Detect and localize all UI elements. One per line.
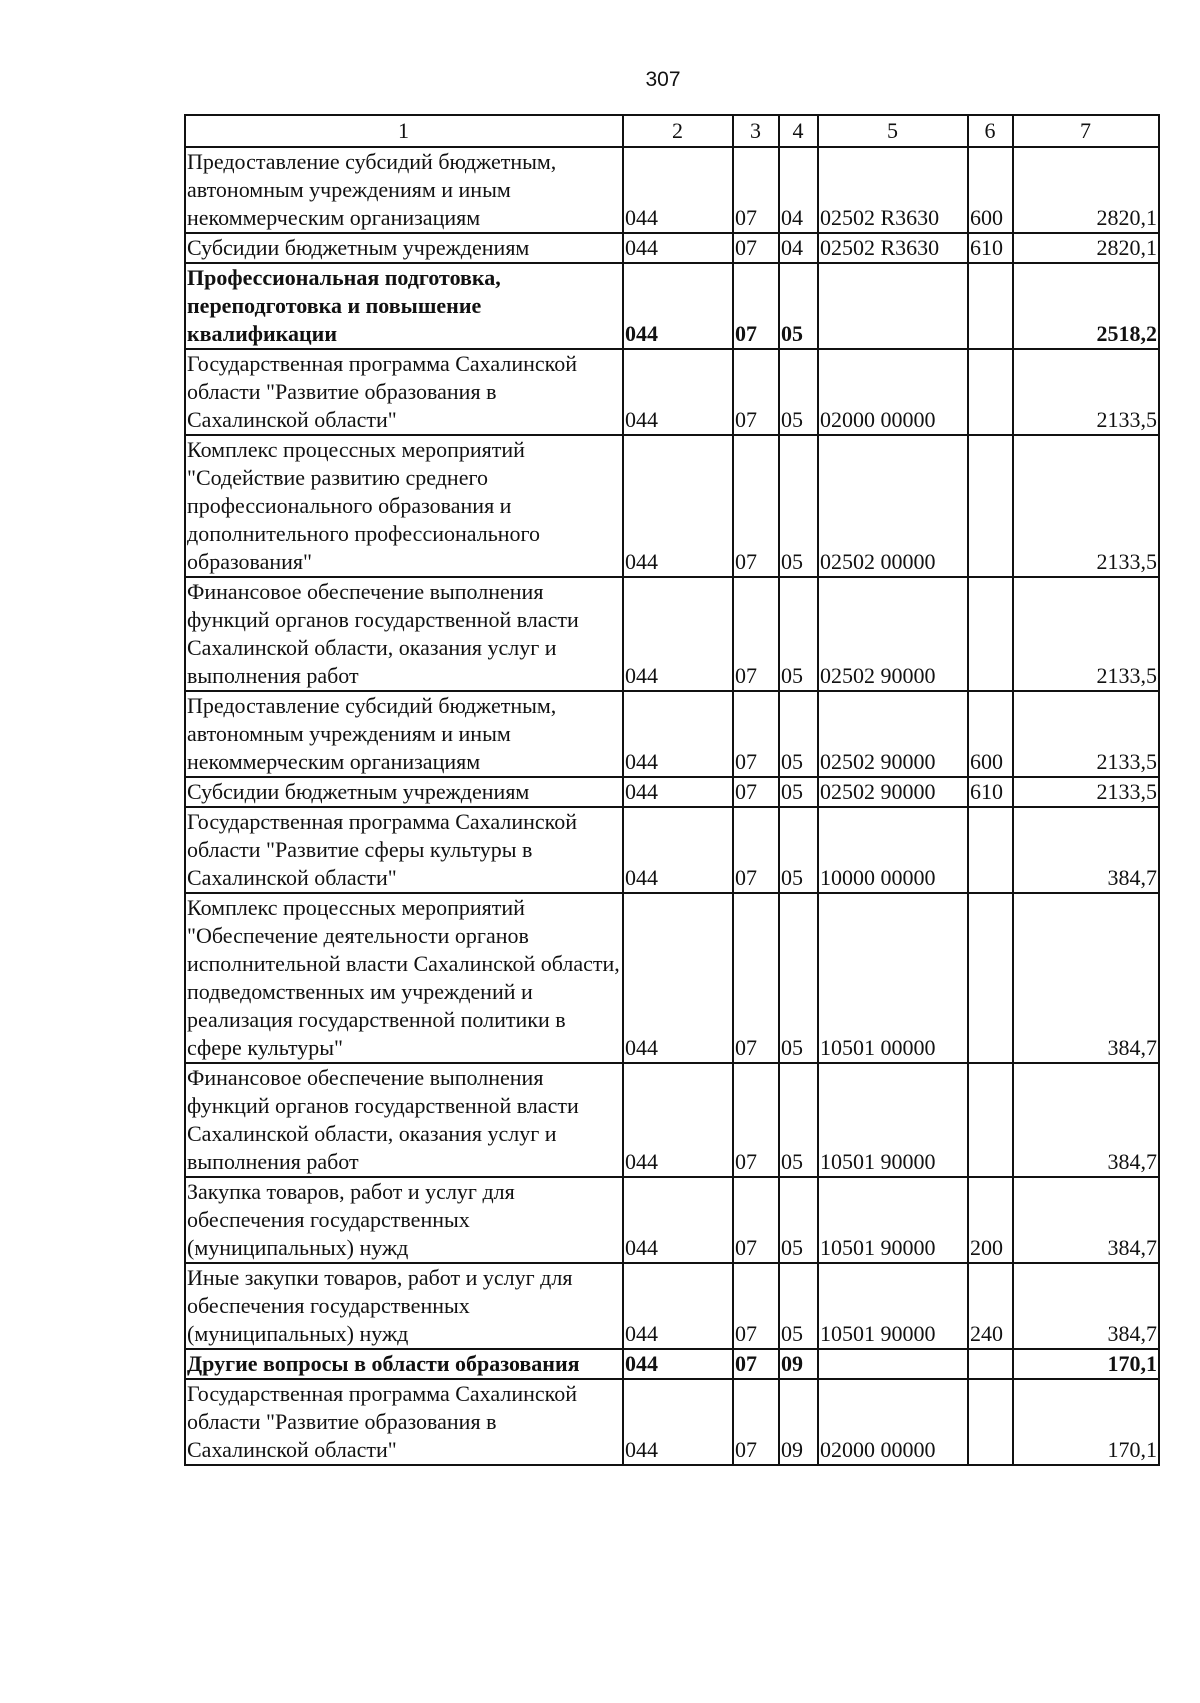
row-amount: 2820,1 — [1013, 233, 1159, 263]
table-row — [185, 577, 1159, 691]
row-name: Государственная программа Сахалинской области "Развитие сферы культуры в Сахалинской области" — [185, 807, 623, 893]
table-row — [185, 1349, 1159, 1379]
table-row — [185, 263, 1159, 349]
row-section-code: 07 — [733, 1263, 779, 1349]
row-section-code: 07 — [733, 777, 779, 807]
row-subsection-code: 04 — [779, 147, 818, 233]
table-row — [185, 807, 1159, 893]
row-subsection-code: 04 — [779, 233, 818, 263]
column-header-amount: 7 — [1013, 115, 1159, 147]
row-expense-type-code — [968, 577, 1013, 691]
row-target-code: 10501 90000 — [818, 1263, 968, 1349]
row-section-code: 07 — [733, 807, 779, 893]
row-ministry-code: 044 — [623, 1349, 733, 1379]
table-row — [185, 1063, 1159, 1177]
row-name: Финансовое обеспечение выполнения функций органов государственной власти Сахалинской области, оказания услуг и выполнения работ — [185, 1063, 623, 1177]
row-subsection-code: 05 — [779, 1177, 818, 1263]
row-name: Предоставление субсидий бюджетным, автономным учреждениям и иным некоммерческим организациям — [185, 691, 623, 777]
row-subsection-code: 05 — [779, 1263, 818, 1349]
row-amount: 384,7 — [1013, 1063, 1159, 1177]
row-expense-type-code: 240 — [968, 1263, 1013, 1349]
row-amount: 384,7 — [1013, 1177, 1159, 1263]
table-row — [185, 435, 1159, 577]
row-section-code: 07 — [733, 1177, 779, 1263]
row-amount: 2518,2 — [1013, 263, 1159, 349]
table-row — [185, 691, 1159, 777]
row-section-code: 07 — [733, 577, 779, 691]
row-target-code: 10501 00000 — [818, 893, 968, 1063]
row-amount: 384,7 — [1013, 807, 1159, 893]
row-subsection-code: 05 — [779, 263, 818, 349]
row-subsection-code: 05 — [779, 691, 818, 777]
row-expense-type-code — [968, 1349, 1013, 1379]
row-name: Финансовое обеспечение выполнения функций органов государственной власти Сахалинской области, оказания услуг и выполнения работ — [185, 577, 623, 691]
row-amount: 2133,5 — [1013, 577, 1159, 691]
row-section-code: 07 — [733, 349, 779, 435]
table-row — [185, 1379, 1159, 1465]
row-expense-type-code — [968, 893, 1013, 1063]
row-amount: 2133,5 — [1013, 777, 1159, 807]
table-row — [185, 1177, 1159, 1263]
row-target-code: 10000 00000 — [818, 807, 968, 893]
row-subsection-code: 05 — [779, 435, 818, 577]
row-expense-type-code — [968, 263, 1013, 349]
table-row — [185, 233, 1159, 263]
row-subsection-code: 05 — [779, 1063, 818, 1177]
row-name: Другие вопросы в области образования — [185, 1349, 623, 1379]
row-expense-type-code: 200 — [968, 1177, 1013, 1263]
row-section-code: 07 — [733, 691, 779, 777]
row-expense-type-code: 610 — [968, 777, 1013, 807]
row-target-code — [818, 1349, 968, 1379]
row-section-code: 07 — [733, 233, 779, 263]
table-row — [185, 1263, 1159, 1349]
row-subsection-code: 05 — [779, 807, 818, 893]
row-target-code: 02502 90000 — [818, 577, 968, 691]
row-expense-type-code — [968, 435, 1013, 577]
row-target-code: 02502 00000 — [818, 435, 968, 577]
row-expense-type-code: 600 — [968, 147, 1013, 233]
row-target-code — [818, 263, 968, 349]
row-section-code: 07 — [733, 263, 779, 349]
row-name: Предоставление субсидий бюджетным, автономным учреждениям и иным некоммерческим организациям — [185, 147, 623, 233]
row-expense-type-code: 600 — [968, 691, 1013, 777]
row-amount: 2133,5 — [1013, 691, 1159, 777]
budget-table — [184, 114, 1160, 1466]
row-expense-type-code — [968, 349, 1013, 435]
row-subsection-code: 09 — [779, 1349, 818, 1379]
row-target-code: 02502 90000 — [818, 691, 968, 777]
table-row — [185, 147, 1159, 233]
row-amount: 2133,5 — [1013, 349, 1159, 435]
row-section-code: 07 — [733, 147, 779, 233]
row-name: Комплекс процессных мероприятий "Обеспечение деятельности органов исполнительной власти Сахалинской области, подведомственных им учреждений и реализация государственной политики в сфере культуры" — [185, 893, 623, 1063]
row-target-code: 10501 90000 — [818, 1177, 968, 1263]
row-ministry-code: 044 — [623, 435, 733, 577]
row-ministry-code: 044 — [623, 807, 733, 893]
row-ministry-code: 044 — [623, 1177, 733, 1263]
table-row — [185, 893, 1159, 1063]
row-ministry-code: 044 — [623, 1379, 733, 1465]
row-name: Комплекс процессных мероприятий "Содействие развитию среднего профессионального образования и дополнительного профессионального образования" — [185, 435, 623, 577]
row-amount: 2820,1 — [1013, 147, 1159, 233]
row-amount: 170,1 — [1013, 1379, 1159, 1465]
row-name: Субсидии бюджетным учреждениям — [185, 777, 623, 807]
row-target-code: 02502 R3630 — [818, 233, 968, 263]
row-ministry-code: 044 — [623, 691, 733, 777]
header-row — [185, 115, 1159, 147]
row-amount: 384,7 — [1013, 1263, 1159, 1349]
column-header-expense-type: 6 — [968, 115, 1013, 147]
row-ministry-code: 044 — [623, 263, 733, 349]
row-ministry-code: 044 — [623, 1063, 733, 1177]
row-expense-type-code — [968, 807, 1013, 893]
row-target-code: 02502 90000 — [818, 777, 968, 807]
row-ministry-code: 044 — [623, 777, 733, 807]
row-subsection-code: 05 — [779, 893, 818, 1063]
table-body — [185, 147, 1159, 1465]
row-target-code: 10501 90000 — [818, 1063, 968, 1177]
row-ministry-code: 044 — [623, 893, 733, 1063]
column-header-name: 1 — [185, 115, 623, 147]
row-name: Государственная программа Сахалинской области "Развитие образования в Сахалинской области" — [185, 1379, 623, 1465]
row-ministry-code: 044 — [623, 577, 733, 691]
row-section-code: 07 — [733, 893, 779, 1063]
row-section-code: 07 — [733, 435, 779, 577]
row-amount: 384,7 — [1013, 893, 1159, 1063]
row-expense-type-code — [968, 1063, 1013, 1177]
column-header-ministry: 2 — [623, 115, 733, 147]
row-amount: 2133,5 — [1013, 435, 1159, 577]
row-name: Профессиональная подготовка, переподготовка и повышение квалификации — [185, 263, 623, 349]
row-name: Государственная программа Сахалинской области "Развитие образования в Сахалинской области" — [185, 349, 623, 435]
row-ministry-code: 044 — [623, 1263, 733, 1349]
page-number: 307 — [645, 68, 681, 91]
table-row — [185, 349, 1159, 435]
row-name: Иные закупки товаров, работ и услуг для обеспечения государственных (муниципальных) нужд — [185, 1263, 623, 1349]
row-ministry-code: 044 — [623, 349, 733, 435]
row-section-code: 07 — [733, 1349, 779, 1379]
row-amount: 170,1 — [1013, 1349, 1159, 1379]
row-name: Субсидии бюджетным учреждениям — [185, 233, 623, 263]
column-header-target: 5 — [818, 115, 968, 147]
row-subsection-code: 05 — [779, 777, 818, 807]
row-ministry-code: 044 — [623, 147, 733, 233]
row-expense-type-code: 610 — [968, 233, 1013, 263]
row-target-code: 02000 00000 — [818, 349, 968, 435]
row-subsection-code: 05 — [779, 349, 818, 435]
row-section-code: 07 — [733, 1063, 779, 1177]
row-section-code: 07 — [733, 1379, 779, 1465]
row-subsection-code: 09 — [779, 1379, 818, 1465]
column-header-section: 3 — [733, 115, 779, 147]
row-ministry-code: 044 — [623, 233, 733, 263]
table-row — [185, 777, 1159, 807]
row-expense-type-code — [968, 1379, 1013, 1465]
row-target-code: 02000 00000 — [818, 1379, 968, 1465]
column-header-subsection: 4 — [779, 115, 818, 147]
row-subsection-code: 05 — [779, 577, 818, 691]
row-name: Закупка товаров, работ и услуг для обеспечения государственных (муниципальных) нужд — [185, 1177, 623, 1263]
row-target-code: 02502 R3630 — [818, 147, 968, 233]
